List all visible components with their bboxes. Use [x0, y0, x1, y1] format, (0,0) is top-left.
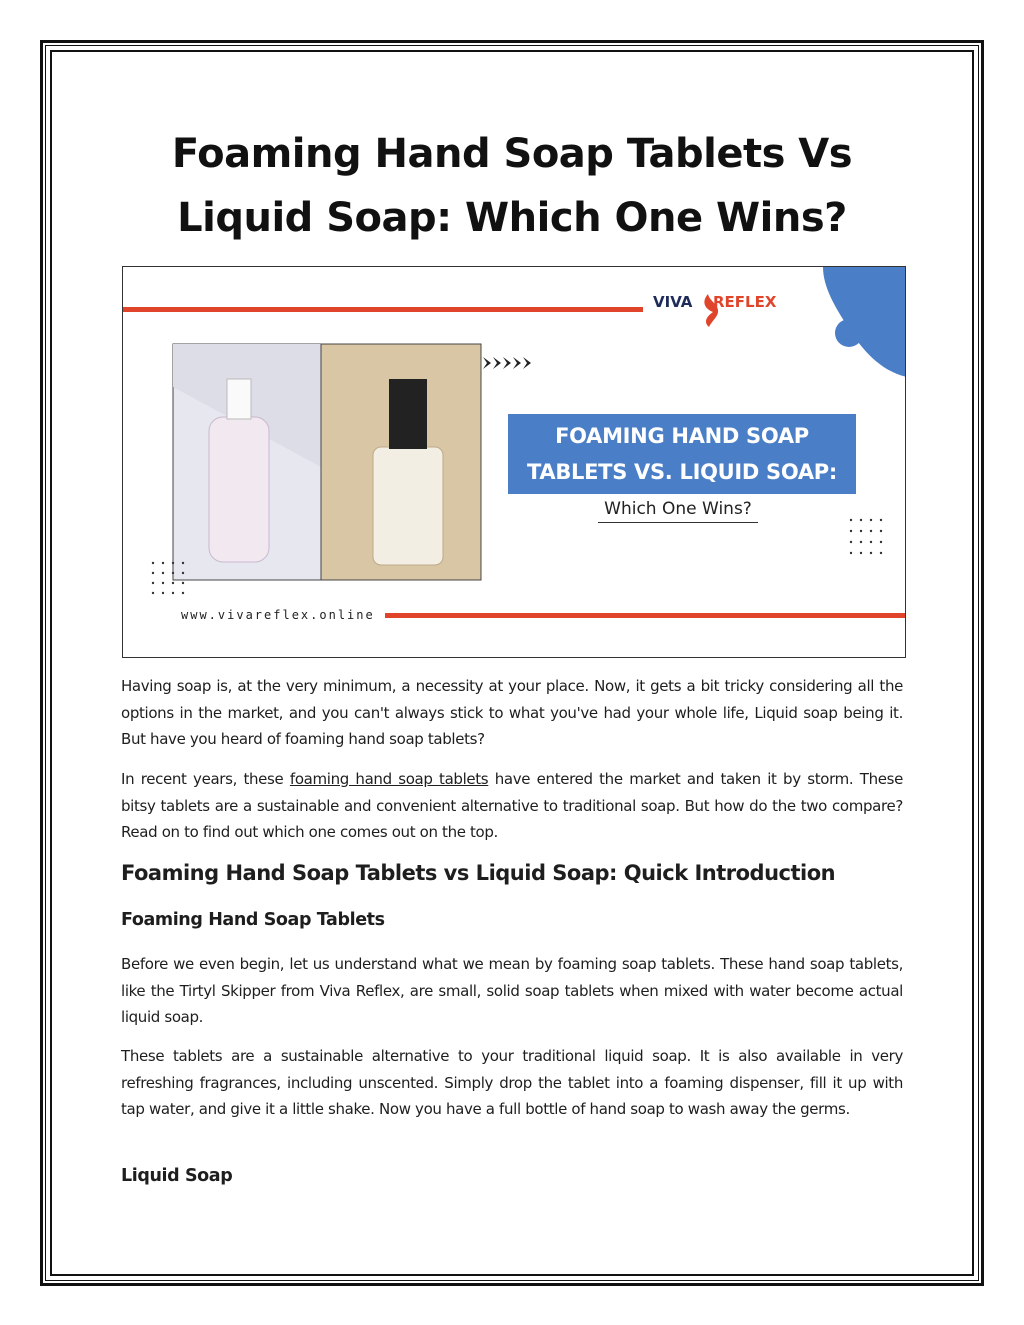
foam-pump	[227, 379, 251, 419]
section-heading: Foaming Hand Soap Tablets vs Liquid Soap: Quick Introduction	[121, 861, 836, 885]
banner-subtitle: Which One Wins?	[598, 499, 758, 523]
foam-bottle	[209, 417, 269, 562]
foaming-tablets-link[interactable]: foaming hand soap tablets	[289, 770, 489, 788]
hero-banner-image	[122, 266, 906, 658]
intro-paragraph-2	[121, 766, 903, 846]
website-url: www.vivareflex.online	[181, 608, 375, 622]
chevron-arrows	[483, 357, 531, 369]
banner-heading-box	[508, 414, 856, 494]
article-title: Foaming Hand Soap Tablets Vs Liquid Soap: Which One Wins?	[171, 131, 853, 241]
logo-reflex: REFLEX	[713, 293, 777, 311]
banner-line-2: TABLETS VS. LIQUID SOAP:	[526, 460, 837, 484]
skipper-pump	[389, 379, 427, 449]
tablets-paragraph-2: These tablets are a sustainable alternative to your traditional liquid soap. It is also available in very refreshing fragrances, including unscented. Simply drop the tablet into a foaming dispenser, fill it up with tap water, and give it a little shake. Now you have a full bottle of hand soap to wash away the germs.	[121, 1047, 903, 1118]
intro-2-before: In recent years, these	[121, 770, 290, 788]
corner-dot	[835, 319, 863, 347]
top-accent-line	[123, 307, 643, 312]
subheading-liquid-soap: Liquid Soap	[121, 1166, 233, 1186]
bottom-accent-line	[385, 613, 906, 618]
corner-blob	[823, 267, 906, 377]
subheading-tablets: Foaming Hand Soap Tablets	[121, 910, 385, 930]
dot-grid-right	[850, 519, 882, 554]
banner-line-1: FOAMING HAND SOAP	[555, 424, 809, 448]
logo-viva: VIVA	[653, 293, 693, 311]
intro-paragraph-1: Having soap is, at the very minimum, a necessity at your place. Now, it gets a bit tricky considering all the options in the market, and you can't always stick to what you've had your whole life, Liquid soap being it. But have you heard of foaming hand soap tablets?	[121, 677, 903, 748]
tablets-paragraph-1: Before we even begin, let us understand what we mean by foaming soap tablets. These hand soap tablets, like the Tirtyl Skipper from Viva Reflex, are small, solid soap tablets when mixed with water become actual liquid soap.	[121, 955, 903, 1026]
intro-2-after: have entered the market and taken it by storm. These bitsy tablets are a sustainable and convenient alternative to traditional soap. But how do the two compare? Read on to find out which one comes out on the top.	[121, 770, 903, 841]
skipper-bottle	[373, 447, 443, 565]
